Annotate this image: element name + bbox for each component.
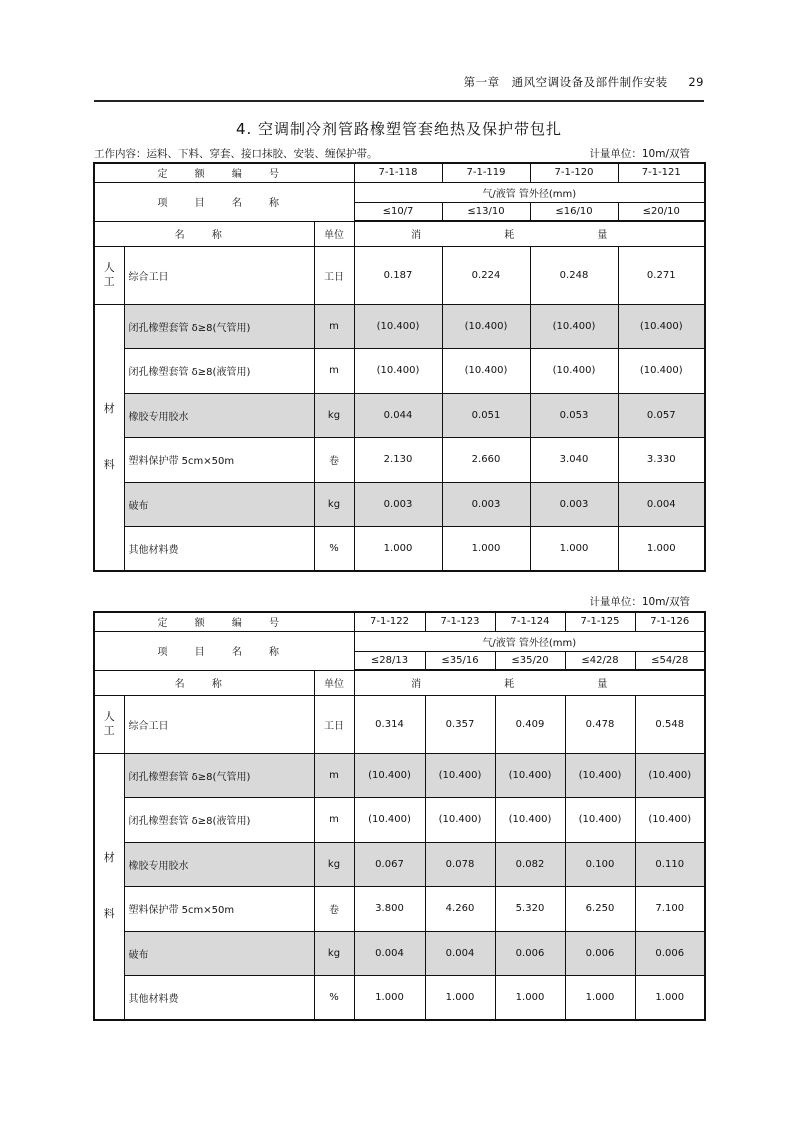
table1-unit-note: 计量单位：10m/双管 — [589, 148, 690, 160]
material-category — [94, 304, 124, 571]
item-value: 1.000 — [354, 975, 425, 1020]
material-row — [94, 482, 705, 526]
item-value: 0.004 — [425, 931, 495, 975]
item-value: (10.400) — [618, 304, 705, 348]
spec-value: ≤42/28 — [565, 651, 635, 670]
material-row — [94, 886, 705, 931]
quota-code: 7-1-124 — [495, 612, 565, 631]
item-value: 3.330 — [618, 437, 705, 482]
material-row — [94, 526, 705, 571]
item-name: 综合工日 — [124, 246, 314, 304]
item-name: 橡胶专用胶水 — [124, 393, 314, 437]
spec-value: ≤13/10 — [442, 202, 530, 221]
item-value: 0.003 — [354, 482, 442, 526]
item-value: 0.067 — [354, 842, 425, 886]
quota-code: 7-1-118 — [354, 163, 442, 182]
spec-value: ≤54/28 — [635, 651, 705, 670]
item-value: 4.260 — [425, 886, 495, 931]
item-unit: kg — [314, 842, 354, 886]
labor-category-text: 人工 — [103, 710, 115, 737]
quota-code: 7-1-122 — [354, 612, 425, 631]
col-consumption-header: 消 耗 量 — [354, 221, 705, 246]
chapter-text: 第一章 通风空调设备及部件制作安装 — [463, 75, 668, 89]
material-category-char: 材 — [103, 402, 115, 416]
quota-code: 7-1-125 — [565, 612, 635, 631]
spec-label: 气/液管 管外径(mm) — [354, 631, 705, 651]
material-category-char: 材 — [103, 851, 115, 865]
item-name: 闭孔橡塑套管 δ≥8(液管用) — [124, 348, 314, 393]
item-value: 0.271 — [618, 246, 705, 304]
item-value: 2.660 — [442, 437, 530, 482]
item-value: (10.400) — [565, 797, 635, 842]
item-value: (10.400) — [354, 753, 425, 797]
item-value: 0.053 — [530, 393, 618, 437]
spec-value: ≤28/13 — [354, 651, 425, 670]
quota-table-2 — [93, 611, 706, 1021]
header-rule — [94, 100, 704, 102]
item-value: 0.004 — [354, 931, 425, 975]
table-row — [94, 670, 705, 695]
spec-label: 气/液管 管外径(mm) — [354, 182, 705, 202]
item-value: 0.006 — [495, 931, 565, 975]
table-row — [94, 163, 705, 182]
item-value: 0.357 — [425, 695, 495, 753]
item-value: (10.400) — [442, 304, 530, 348]
quota-code: 7-1-121 — [618, 163, 705, 182]
material-category — [94, 753, 124, 1020]
item-value: 0.409 — [495, 695, 565, 753]
spec-value: ≤16/10 — [530, 202, 618, 221]
item-unit: 卷 — [314, 437, 354, 482]
labor-category-text: 人工 — [103, 261, 115, 288]
material-row — [94, 931, 705, 975]
item-unit: kg — [314, 393, 354, 437]
spec-value: ≤20/10 — [618, 202, 705, 221]
item-name: 破布 — [124, 931, 314, 975]
material-row — [94, 753, 705, 797]
item-value: 0.057 — [618, 393, 705, 437]
item-value: 2.130 — [354, 437, 442, 482]
item-name: 橡胶专用胶水 — [124, 842, 314, 886]
item-value: 3.800 — [354, 886, 425, 931]
codes-label: 定 额 编 号 — [94, 163, 354, 182]
item-value: 1.000 — [618, 526, 705, 571]
item-value: 0.548 — [635, 695, 705, 753]
item-value: 1.000 — [530, 526, 618, 571]
item-value: 0.248 — [530, 246, 618, 304]
quota-table-1 — [93, 162, 706, 572]
item-name: 闭孔橡塑套管 δ≥8(液管用) — [124, 797, 314, 842]
item-unit: 工日 — [314, 246, 354, 304]
item-value: 1.000 — [442, 526, 530, 571]
item-name: 闭孔橡塑套管 δ≥8(气管用) — [124, 304, 314, 348]
item-unit: % — [314, 526, 354, 571]
item-value: (10.400) — [530, 348, 618, 393]
item-name: 其他材料费 — [124, 526, 314, 571]
item-unit: kg — [314, 931, 354, 975]
quota-code: 7-1-120 — [530, 163, 618, 182]
table-row — [94, 221, 705, 246]
quota-code: 7-1-119 — [442, 163, 530, 182]
item-value: 0.051 — [442, 393, 530, 437]
col-name-header: 名 称 — [94, 221, 314, 246]
item-value: (10.400) — [425, 797, 495, 842]
material-row — [94, 304, 705, 348]
item-value: 0.187 — [354, 246, 442, 304]
item-unit: kg — [314, 482, 354, 526]
item-value: 0.100 — [565, 842, 635, 886]
item-value: 0.006 — [635, 931, 705, 975]
item-value: 0.110 — [635, 842, 705, 886]
spec-value: ≤35/16 — [425, 651, 495, 670]
item-value: 1.000 — [495, 975, 565, 1020]
item-unit: m — [314, 304, 354, 348]
table-row — [94, 612, 705, 631]
item-value: (10.400) — [618, 348, 705, 393]
item-value: (10.400) — [635, 753, 705, 797]
material-row — [94, 437, 705, 482]
item-value: (10.400) — [495, 753, 565, 797]
item-name: 塑料保护带 5cm×50m — [124, 886, 314, 931]
item-value: 0.003 — [530, 482, 618, 526]
item-value: 0.478 — [565, 695, 635, 753]
item-value: (10.400) — [530, 304, 618, 348]
item-value: (10.400) — [354, 348, 442, 393]
item-value: 0.003 — [442, 482, 530, 526]
item-value: 6.250 — [565, 886, 635, 931]
material-row — [94, 797, 705, 842]
item-value: 1.000 — [565, 975, 635, 1020]
item-value: 7.100 — [635, 886, 705, 931]
item-value: 0.004 — [618, 482, 705, 526]
item-name: 综合工日 — [124, 695, 314, 753]
item-value: (10.400) — [635, 797, 705, 842]
codes-label: 定 额 编 号 — [94, 612, 354, 631]
quota-code: 7-1-123 — [425, 612, 495, 631]
item-name: 破布 — [124, 482, 314, 526]
item-name: 塑料保护带 5cm×50m — [124, 437, 314, 482]
col-unit-header: 单位 — [314, 221, 354, 246]
table2-unit-note: 计量单位：10m/双管 — [589, 596, 690, 608]
material-category-char: 料 — [103, 907, 115, 921]
item-value: (10.400) — [495, 797, 565, 842]
col-unit-header: 单位 — [314, 670, 354, 695]
material-row — [94, 842, 705, 886]
section-title: 4. 空调制冷剂管路橡塑管套绝热及保护带包扎 — [235, 120, 563, 138]
item-unit: m — [314, 753, 354, 797]
material-category-char: 料 — [103, 458, 115, 472]
item-unit: 工日 — [314, 695, 354, 753]
item-value: 0.078 — [425, 842, 495, 886]
labor-row — [94, 246, 705, 304]
item-name-label: 项 目 名 称 — [94, 631, 354, 670]
item-unit: m — [314, 348, 354, 393]
item-unit: % — [314, 975, 354, 1020]
item-value: 3.040 — [530, 437, 618, 482]
item-name: 其他材料费 — [124, 975, 314, 1020]
item-name-label: 项 目 名 称 — [94, 182, 354, 221]
labor-category — [94, 246, 124, 304]
table-row — [94, 182, 705, 202]
material-row — [94, 393, 705, 437]
material-row — [94, 975, 705, 1020]
item-value: 0.082 — [495, 842, 565, 886]
item-value: 1.000 — [354, 526, 442, 571]
labor-row — [94, 695, 705, 753]
page-number: 29 — [688, 75, 704, 89]
page-header — [94, 70, 704, 96]
item-value: 5.320 — [495, 886, 565, 931]
spec-value: ≤35/20 — [495, 651, 565, 670]
item-value: 1.000 — [425, 975, 495, 1020]
item-value: (10.400) — [425, 753, 495, 797]
col-consumption-header: 消 耗 量 — [354, 670, 705, 695]
item-value: (10.400) — [354, 797, 425, 842]
item-unit: 卷 — [314, 886, 354, 931]
chapter-title — [464, 74, 704, 90]
item-unit: m — [314, 797, 354, 842]
col-name-header: 名 称 — [94, 670, 314, 695]
table-row — [94, 631, 705, 651]
item-value: 0.314 — [354, 695, 425, 753]
item-name: 闭孔橡塑套管 δ≥8(气管用) — [124, 753, 314, 797]
item-value: 0.006 — [565, 931, 635, 975]
item-value: 0.044 — [354, 393, 442, 437]
item-value: (10.400) — [442, 348, 530, 393]
spec-value: ≤10/7 — [354, 202, 442, 221]
labor-category — [94, 695, 124, 753]
item-value: (10.400) — [565, 753, 635, 797]
item-value: 0.224 — [442, 246, 530, 304]
item-value: (10.400) — [354, 304, 442, 348]
material-row — [94, 348, 705, 393]
work-content: 工作内容：运料、下料、穿套、接口抹胶、安装、缠保护带。 — [94, 148, 378, 160]
item-value: 1.000 — [635, 975, 705, 1020]
quota-code: 7-1-126 — [635, 612, 705, 631]
